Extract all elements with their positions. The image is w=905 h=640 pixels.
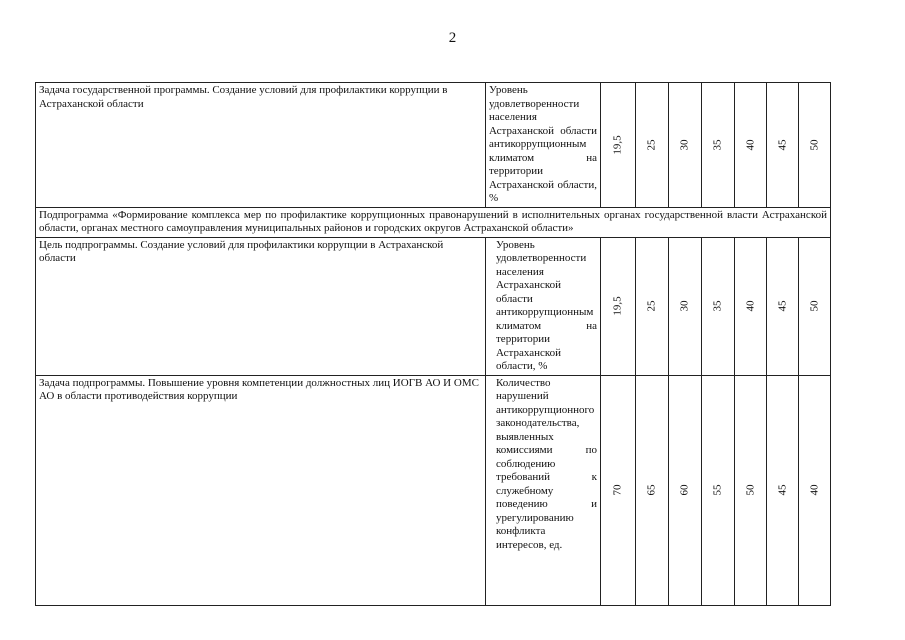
page-number: 2 xyxy=(448,30,457,46)
value-cell xyxy=(767,375,799,605)
value-text: 30 xyxy=(678,300,691,312)
value-cell xyxy=(799,83,831,208)
value-text: 55 xyxy=(711,484,724,496)
value-text: 35 xyxy=(711,139,724,151)
value-cell xyxy=(702,375,735,605)
value-text: 25 xyxy=(645,300,658,312)
value-cell xyxy=(799,375,831,605)
indicators-table xyxy=(35,82,831,606)
value-cell xyxy=(636,83,669,208)
row-label: Цель подпрограммы. Создание условий для профилактики коррупции в Астраханской области xyxy=(36,237,486,375)
value-cell xyxy=(669,237,702,375)
value-text: 35 xyxy=(711,300,724,312)
value-text: 40 xyxy=(743,300,756,312)
subprogram-row xyxy=(36,207,831,237)
table-row xyxy=(36,237,831,375)
value-cell xyxy=(735,83,767,208)
table-row xyxy=(36,83,831,208)
value-cell xyxy=(735,375,767,605)
value-text: 50 xyxy=(807,300,820,312)
value-text: 70 xyxy=(611,484,624,496)
indicator-cell: Уровень удовлетворенности населения Астраханской области антикоррупционным климатом на территории Астраханской области, % xyxy=(486,83,601,208)
value-cell xyxy=(601,237,636,375)
indicator-cell: Уровень удовлетворенности населения Астраханской области антикоррупционным климатом на территории Астраханской области, % xyxy=(486,237,601,375)
value-cell xyxy=(702,237,735,375)
value-text: 45 xyxy=(775,139,788,151)
value-text: 19,5 xyxy=(611,135,624,155)
value-cell xyxy=(799,237,831,375)
value-cell xyxy=(767,237,799,375)
value-text: 50 xyxy=(807,139,820,151)
value-cell xyxy=(601,83,636,208)
table-row xyxy=(36,375,831,605)
value-text: 45 xyxy=(775,484,788,496)
value-cell xyxy=(735,237,767,375)
value-cell xyxy=(601,375,636,605)
value-text: 65 xyxy=(645,484,658,496)
value-cell xyxy=(636,375,669,605)
subprogram-title: Подпрограмма «Формирование комплекса мер по профилактике коррупционных правонарушений в исполнительных органах государственной власти Астраханской области, органах местного самоуправления муниципальных районов и городских округов Астраханской области» xyxy=(36,207,831,237)
value-cell xyxy=(669,83,702,208)
value-text: 40 xyxy=(807,484,820,496)
row-label: Задача подпрограммы. Повышение уровня компетенции должностных лиц ИОГВ АО И ОМС АО в области противодействия коррупции xyxy=(36,375,486,605)
value-text: 30 xyxy=(678,139,691,151)
row-label: Задача государственной программы. Создание условий для профилактики коррупции в Астраханской области xyxy=(36,83,486,208)
value-text: 60 xyxy=(678,484,691,496)
value-text: 25 xyxy=(645,139,658,151)
value-cell xyxy=(767,83,799,208)
value-text: 40 xyxy=(743,139,756,151)
indicator-cell: Количество нарушений антикоррупционного законодательства, выявленных комиссиями по соблюдению требований к служебному поведению и урегулированию конфликта интересов, ед. xyxy=(486,375,601,605)
value-cell xyxy=(669,375,702,605)
value-cell xyxy=(636,237,669,375)
value-text: 19,5 xyxy=(611,296,624,316)
value-text: 45 xyxy=(775,300,788,312)
value-cell xyxy=(702,83,735,208)
value-text: 50 xyxy=(743,484,756,496)
